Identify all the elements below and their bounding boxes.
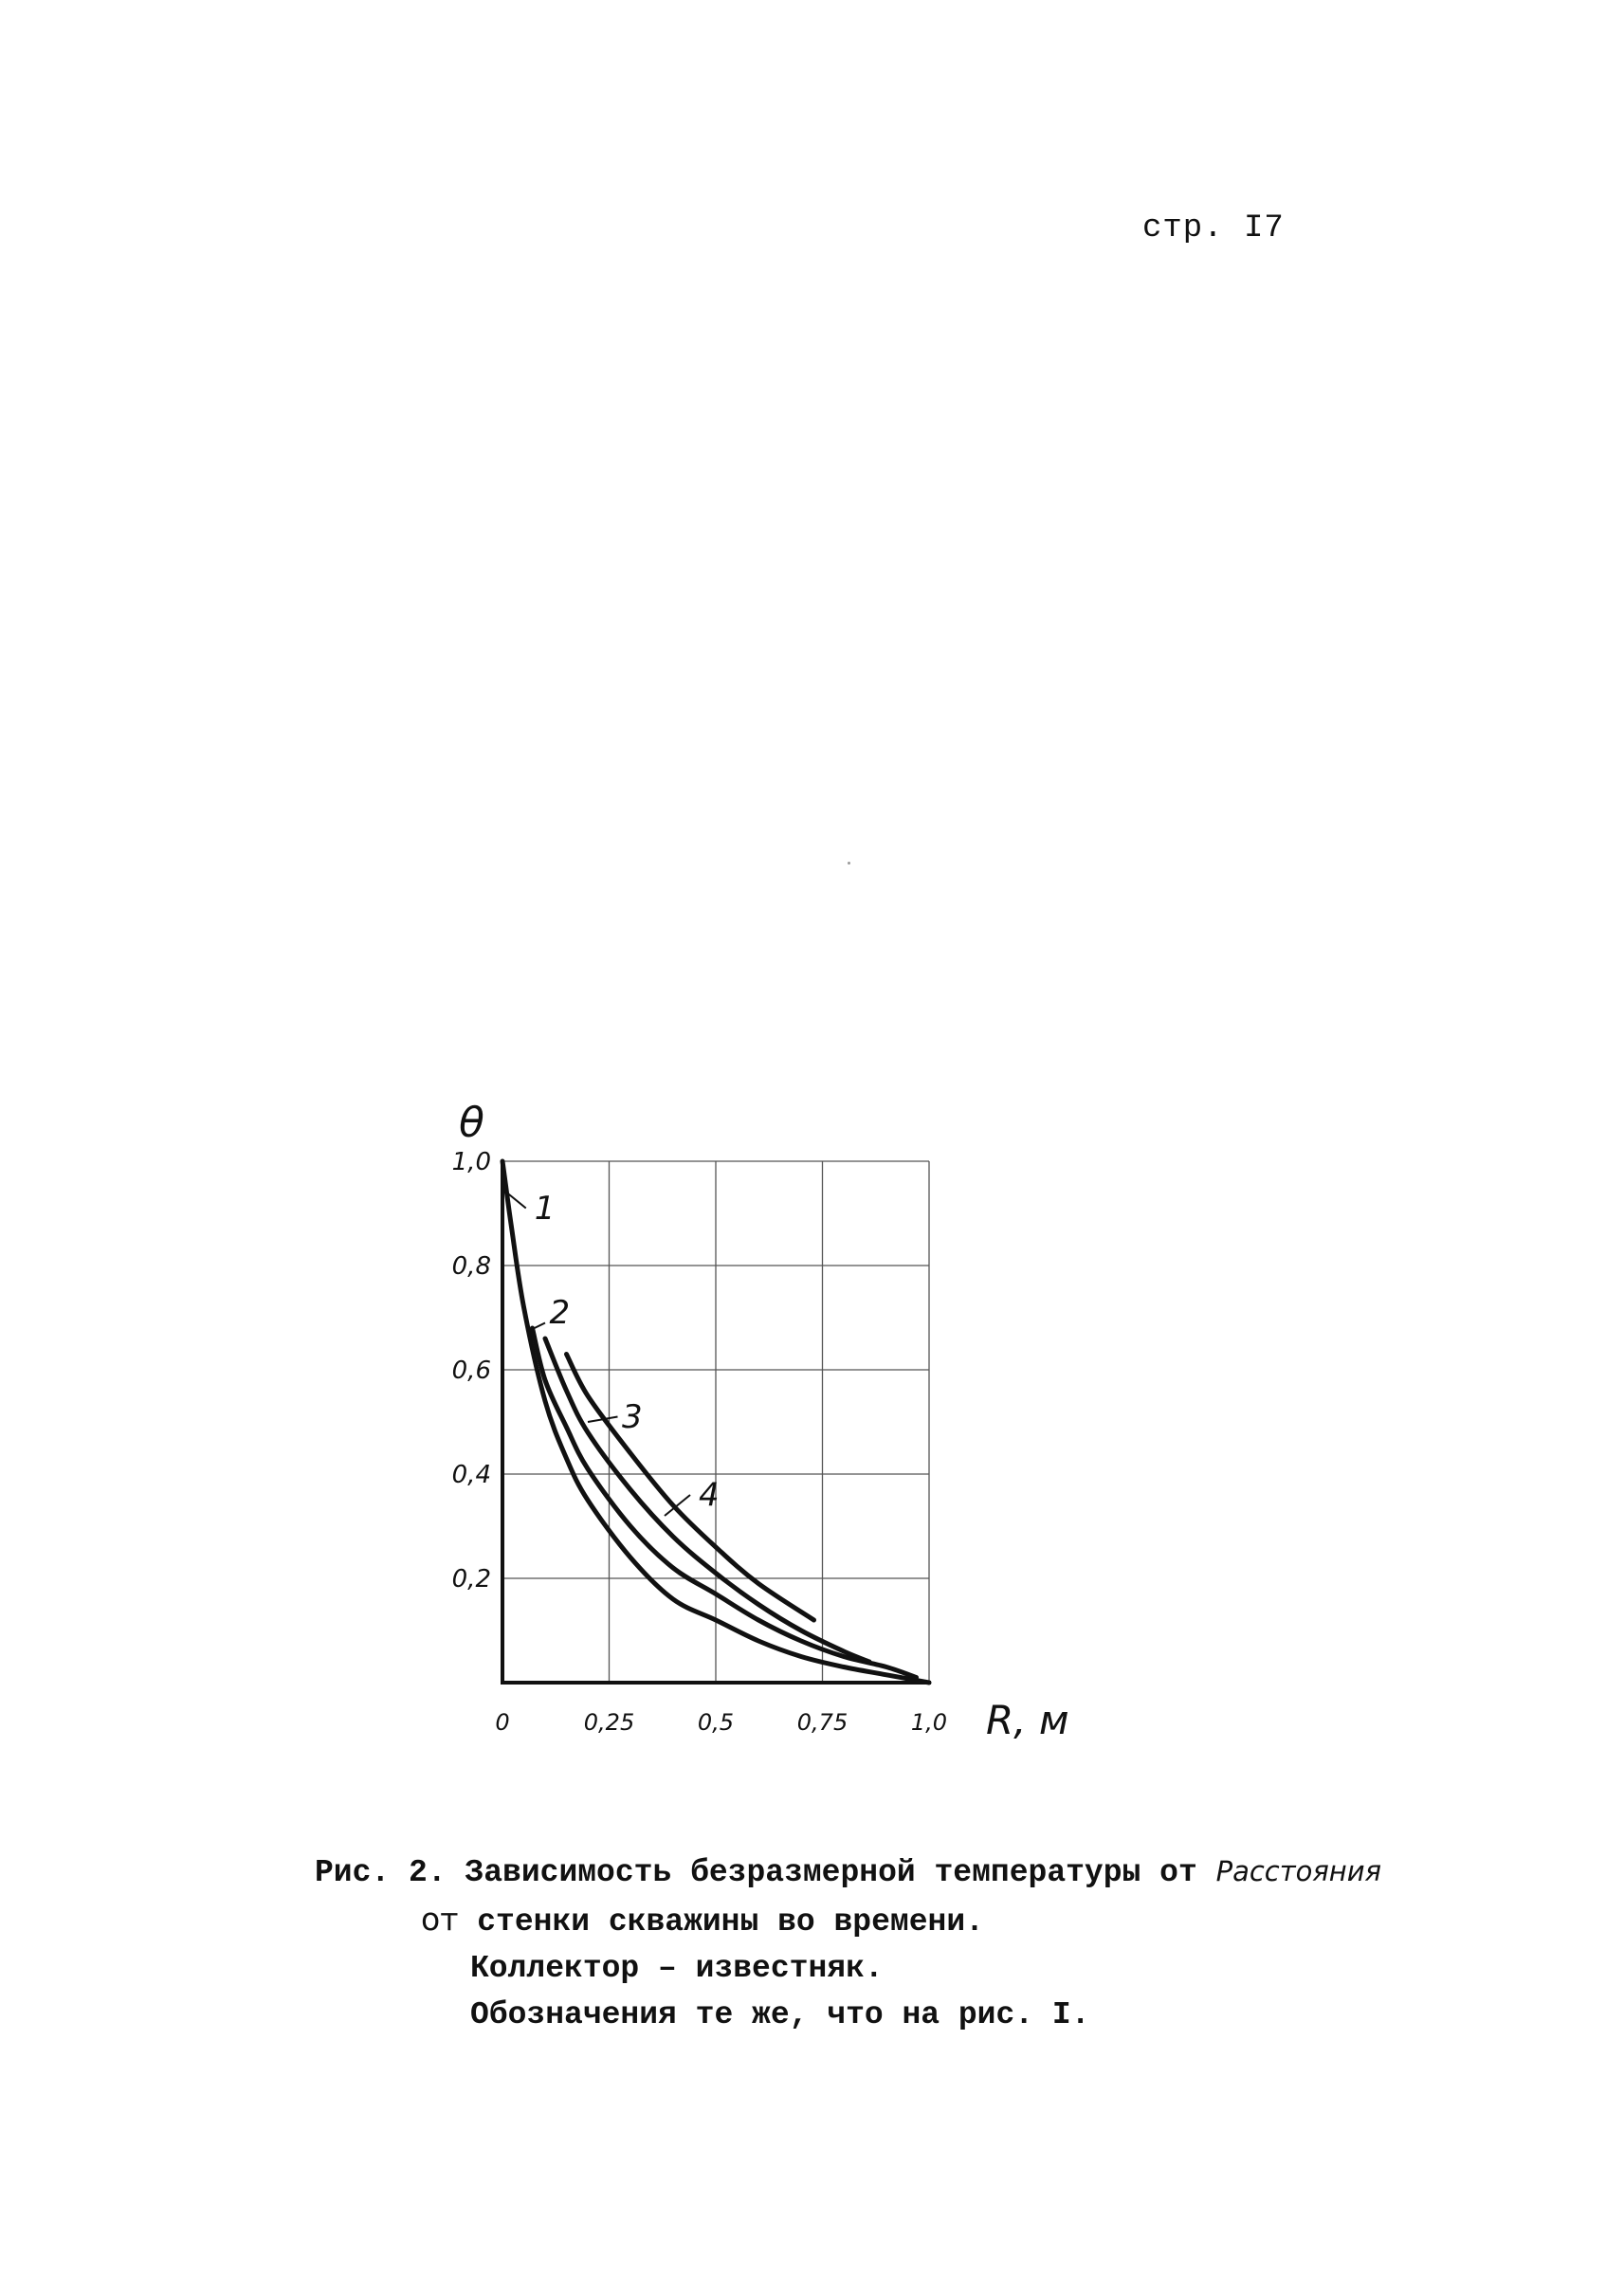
x-tick-label-1: 0,25 bbox=[583, 1709, 635, 1736]
caption-line-1-suffix: Расстояния bbox=[1215, 1855, 1382, 1887]
annotation-label-3: 3 bbox=[622, 1398, 643, 1436]
y-tick-label-3: 0,8 bbox=[451, 1252, 491, 1281]
caption-line-1 bbox=[315, 1849, 1452, 1896]
x-tick-label-2: 0,5 bbox=[697, 1709, 735, 1736]
annotation-label-4: 4 bbox=[699, 1476, 720, 1515]
y-tick-label-4: 1,0 bbox=[451, 1148, 491, 1176]
y-tick-label-0: 0,2 bbox=[451, 1565, 491, 1594]
caption-line-4: Обозначения те же, что на рис. I. bbox=[470, 1997, 1090, 2032]
chart bbox=[417, 1081, 1100, 1763]
caption-line-1-prefix: Рис. 2. Зависимость безразмерной температуры от bbox=[315, 1855, 1197, 1890]
annotation-leader-2 bbox=[535, 1323, 545, 1329]
caption-line-3: Коллектор – известняк. bbox=[470, 1951, 884, 1986]
x-tick-label-3: 0,75 bbox=[796, 1709, 848, 1736]
y-axis-symbol: θ bbox=[459, 1099, 484, 1147]
caption-line-2 bbox=[315, 1896, 1452, 1945]
annotation-label-2: 2 bbox=[549, 1294, 571, 1332]
y-tick-label-2: 0,6 bbox=[451, 1357, 491, 1385]
scan-speck bbox=[848, 862, 850, 865]
x-tick-label-4: 1,0 bbox=[910, 1709, 948, 1736]
y-tick-label-1: 0,4 bbox=[451, 1461, 491, 1489]
annotation-label-1: 1 bbox=[534, 1190, 556, 1228]
figure-caption bbox=[315, 1849, 1452, 2038]
caption-line-2-prefix: от bbox=[421, 1901, 459, 1938]
x-tick-label-0: 0 bbox=[495, 1709, 510, 1736]
caption-line-2-text: стенки скважины во времени. bbox=[477, 1904, 984, 1940]
x-axis-label: R, м bbox=[986, 1697, 1069, 1743]
page-number: стр. I7 bbox=[1142, 210, 1285, 246]
labels bbox=[452, 1099, 1069, 1743]
